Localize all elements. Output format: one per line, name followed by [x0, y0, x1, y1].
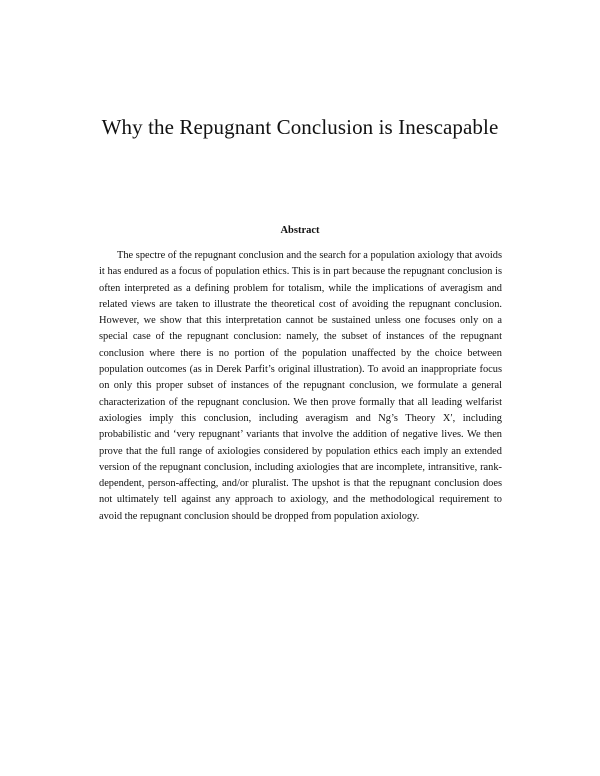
- abstract-text: The spectre of the repugnant conclusion and the search for a population axiology that avoids it has endured as a focus of population ethics. This is in part because the repugnant conclusion is often interpreted as a defining problem for totalism, while the implications of averagism and related views are taken to illustrate the theoretical cost of avoiding the repugnant conclusion. However, we show that this interpretation cannot be sustained unless one focuses only on a special case of the repugnant conclusion: namely, the subset of instances of the repugnant conclusion where there is no portion of the population unaffected by the choice between population outcomes (as in Derek Parfit’s original illustration). To avoid an inappropriate focus on only this proper subset of instances of the repugnant conclusion, we formulate a general characterization of the repugnant conclusion. We then prove formally that all leading welfarist axiologies imply this conclusion, including averagism and Ng’s Theory X′, including probabilistic and ‘very repugnant’ variants that involve the addition of negative lives. We then prove that the full range of axiologies considered by population ethics each imply an extended version of the repugnant conclusion, including axiologies that are incomplete, intransitive, rank-dependent, person-affecting, and/or pluralist. The upshot is that the repugnant conclusion does not ultimately tell against any approach to axiology, and the methodological requirement to avoid the repugnant conclusion should be dropped from population axiology.: [99, 250, 502, 522]
- abstract-heading: Abstract: [280, 225, 320, 236]
- paper-title: Why the Repugnant Conclusion is Inescapable: [101, 115, 499, 139]
